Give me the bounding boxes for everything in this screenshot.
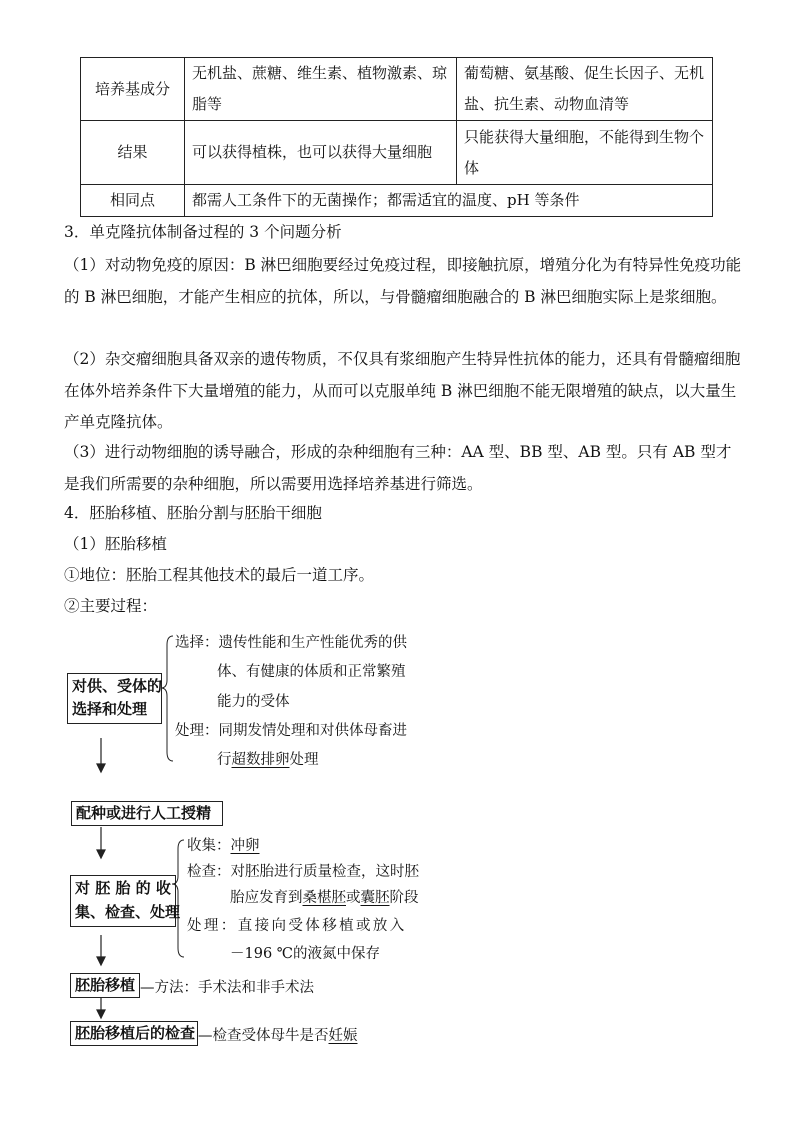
section-heading: 4．胚胎移植、胚胎分割与胚胎干细胞 — [64, 504, 322, 522]
flow-select-text: 能力的受体 — [217, 694, 290, 710]
text-segment: 收集： — [187, 838, 231, 854]
text-segment: —检查受体母牛是否 — [198, 1028, 329, 1044]
table-row — [81, 58, 713, 121]
text-segment: 处理 — [289, 752, 319, 768]
paragraph: ②主要过程： — [64, 597, 158, 615]
paragraph: ①地位：胚胎工程其他技术的最后一道工序。 — [64, 566, 375, 584]
row-header: 结果 — [81, 121, 185, 185]
section-heading: 3．单克隆抗体制备过程的 3 个问题分析 — [64, 223, 342, 241]
flow-treat-text: 处理：同期发情处理和对供体母畜进 — [175, 723, 407, 739]
flow-treat-text — [217, 748, 319, 769]
paragraph: （1）对动物免疫的原因：B 淋巴细胞要经过免疫过程，即接触抗原，增殖分化为有特异性免疫功能的 B 淋巴细胞，才能产生相应的抗体，所以，与骨髓瘤细胞融合的 B 淋巴细胞实际上是浆细胞。 — [64, 256, 742, 306]
underlined-term: 冲卵 — [230, 838, 260, 854]
flow-check-text — [230, 886, 419, 907]
flow-box-label: 胚胎移植 — [75, 976, 136, 994]
underlined-term: 妊娠 — [328, 1028, 358, 1044]
underlined-term: 超数排卵 — [231, 752, 290, 768]
text-segment: 阶段 — [389, 890, 419, 906]
flow-handle-text: 处理：直接向受体移植或放入 — [187, 918, 407, 934]
animal-cell: 葡萄糖、氨基酸、促生长因子、无机盐、抗生素、动物血清等 — [457, 58, 713, 121]
subsection-heading: （1）胚胎移植 — [64, 535, 167, 553]
flow-box-label: 配种或进行人工授精 — [76, 804, 212, 822]
flow-select-text: 体、有健康的体质和正常繁殖 — [217, 664, 406, 680]
table-row — [81, 121, 713, 185]
common-cell: 都需人工条件下的无菌操作；都需适宜的温度、pH 等条件 — [185, 185, 713, 217]
flow-select-text: 选择：遗传性能和生产性能优秀的供 — [175, 635, 407, 651]
row-header: 相同点 — [81, 185, 185, 217]
table-row — [81, 185, 713, 217]
text-segment: 或 — [346, 890, 361, 906]
comparison-table — [80, 57, 713, 217]
flow-box-label: 选择和处理 — [72, 700, 148, 718]
paragraph: （3）进行动物细胞的诱导融合，形成的杂种细胞有三种：AA 型、BB 型、AB 型。只有 AB 型才是我们所需要的杂种细胞，所以需要用选择培养基进行筛选。 — [64, 443, 732, 493]
animal-cell: 只能获得大量细胞，不能得到生物个体 — [457, 121, 713, 185]
row-header: 培养基成分 — [81, 58, 185, 121]
flow-box-label: 对 胚 胎 的 收 — [75, 879, 171, 897]
underlined-term: 桑椹胚 — [302, 890, 346, 906]
flow-box-label: 集、检查、处理 — [75, 903, 181, 921]
flow-box-label: 对供、受体的 — [72, 677, 163, 695]
flow-handle-text: －196 ℃的液氮中保存 — [230, 946, 381, 962]
plant-cell: 可以获得植株，也可以获得大量细胞 — [185, 121, 457, 185]
plant-cell: 无机盐、蔗糖、维生素、植物激素、琼脂等 — [185, 58, 457, 121]
flow-method-text: —方法：手术法和非手术法 — [140, 980, 314, 996]
flow-box-label: 胚胎移植后的检查 — [75, 1024, 196, 1042]
flow-collect-text — [187, 834, 260, 855]
flow-check-text: 检查：对胚胎进行质量检查，这时胚 — [187, 864, 419, 880]
paragraph: （2）杂交瘤细胞具备双亲的遗传物质，不仅具有浆细胞产生特异性抗体的能力，还具有骨髓瘤细胞在体外培养条件下大量增殖的能力，从而可以克服单纯 B 淋巴细胞不能无限增殖的缺点，以大量生产单克隆抗体。 — [64, 350, 741, 431]
text-segment: 行 — [217, 752, 232, 768]
underlined-term: 囊胚 — [360, 890, 390, 906]
flow-inspect-text — [198, 1024, 358, 1045]
text-segment: 胎应发育到 — [230, 890, 303, 906]
